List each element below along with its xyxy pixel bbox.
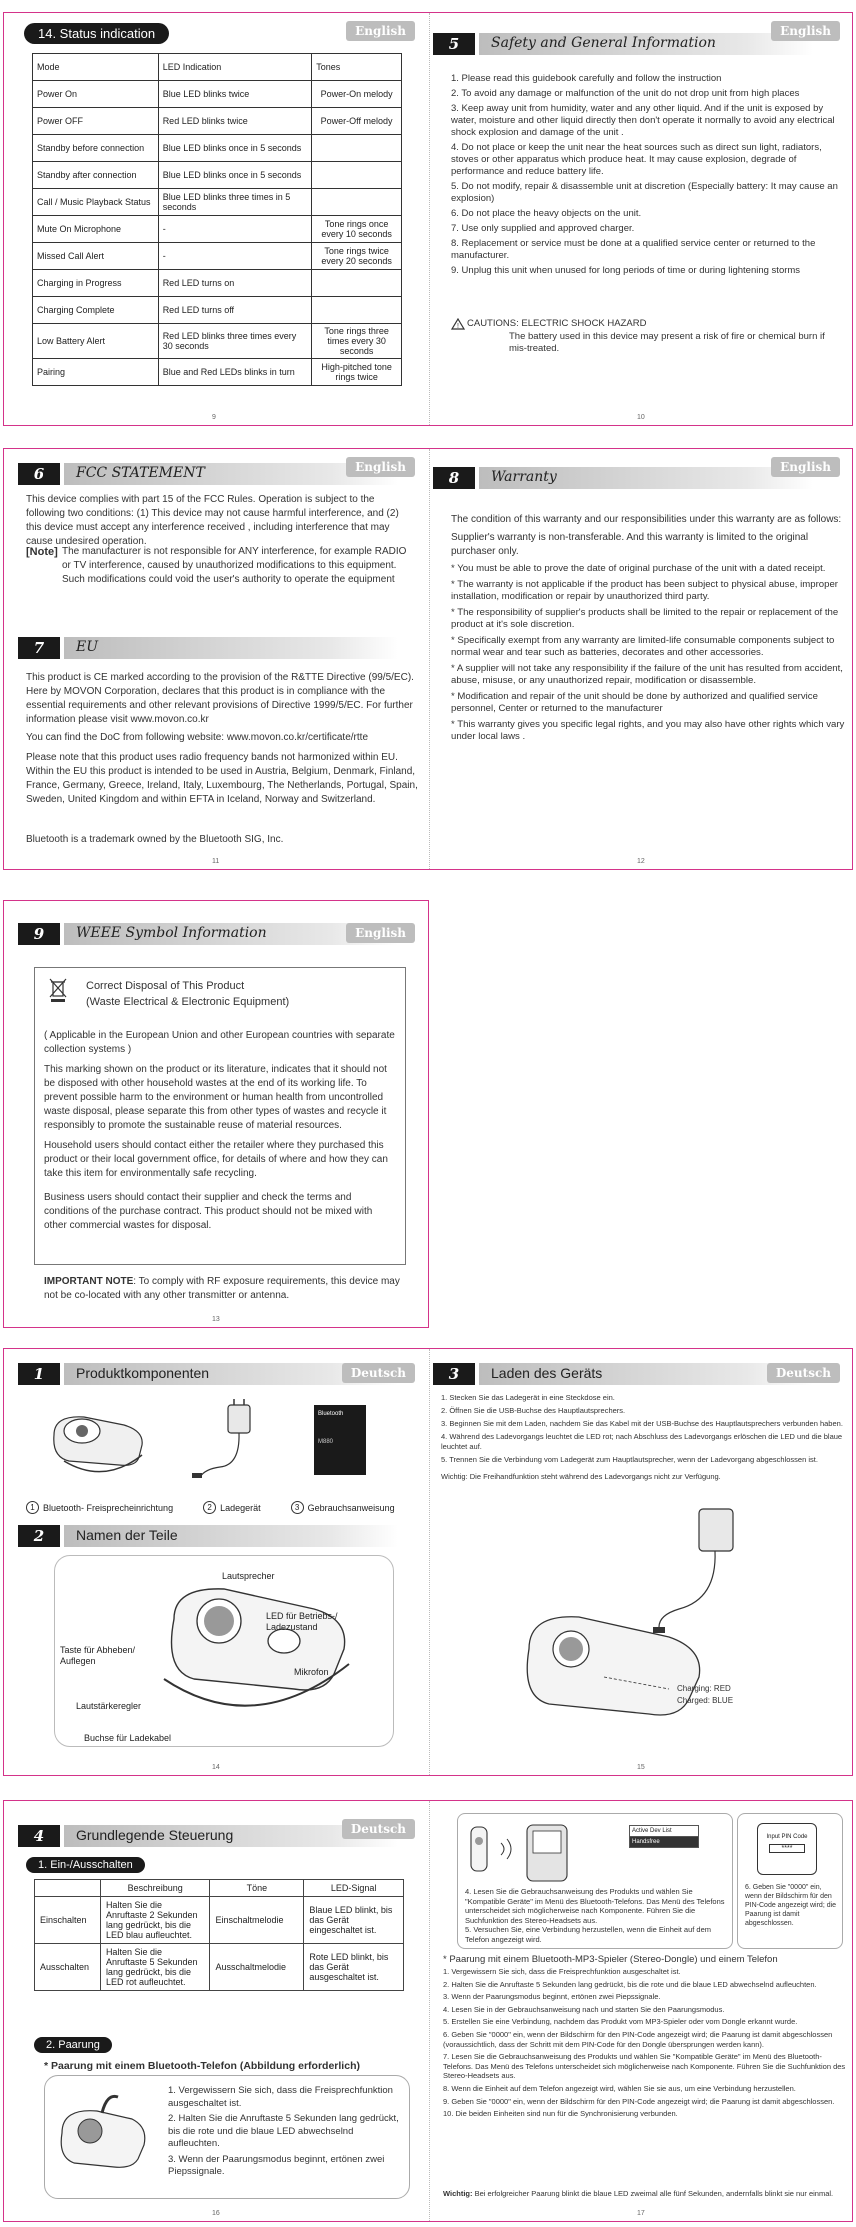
- spread-status-safety: [3, 12, 853, 426]
- page-13: [4, 901, 429, 1327]
- list-item: * You must be able to prove the date of original purchase of the unit with a dated receipt.: [451, 563, 826, 574]
- list-item: 8. Wenn die Einheit auf dem Telefon angezeigt wird, wählen Sie sie aus, um eine Verbindung herzustellen.: [443, 2083, 796, 2093]
- table-cell: Ausschaltmelodie: [210, 1944, 304, 1991]
- page-15: [429, 1349, 854, 1775]
- table-header-cell: LED Indication: [158, 54, 312, 81]
- spread-weee: [3, 900, 429, 1328]
- table-cell: Mute On Microphone: [33, 216, 159, 243]
- crossed-bin-icon: [48, 977, 68, 1003]
- spread-produkt-laden: [3, 1348, 853, 1776]
- control-table: [34, 1879, 404, 1991]
- mp3-title: * Paarung mit einem Bluetooth-MP3-Spieler (Stereo-Dongle) und einem Telefon: [443, 1954, 778, 1965]
- section-eu: [18, 637, 398, 659]
- page-10: [429, 13, 854, 425]
- weee-p3: Household users should contact either the retailer where they purchased this product or their local government office, for details of where and how they can take this item for environmentally safe recycling.: [44, 1140, 388, 1179]
- page-number: 12: [637, 858, 645, 865]
- list-item: 10. Die beiden Einheiten sind nun für die Synchronisierung verbunden.: [443, 2109, 678, 2119]
- weee-note: [44, 1275, 404, 1303]
- section-number: 3: [433, 1363, 475, 1385]
- status-pill: 14. Status indication: [24, 23, 169, 44]
- wichtig-label: Wichtig:: [443, 2189, 473, 2198]
- table-cell: Blue LED blinks once in 5 seconds: [158, 162, 312, 189]
- pill-ein-aus: 1. Ein-/Ausschalten: [26, 1857, 145, 1873]
- table-cell: Charging Complete: [33, 297, 159, 324]
- table-cell: Red LED blinks three times every 30 seconds: [158, 324, 312, 359]
- table-cell: -: [158, 243, 312, 270]
- table-header-cell: LED-Signal: [304, 1880, 404, 1897]
- wichtig-text: Bei erfolgreicher Paarung blinkt die blaue LED zweimal alle fünf Sekunden, andernfalls blinkt sie nur einmal.: [472, 2189, 834, 2198]
- table-cell: Standby after connection: [33, 162, 159, 189]
- table-cell: Ausschalten: [35, 1944, 101, 1991]
- spread-steuerung-paarung: [3, 1800, 853, 2222]
- table-cell: [312, 270, 402, 297]
- list-item: 7. Use only supplied and approved charger.: [451, 223, 635, 234]
- list-item: 4. Während des Ladevorgangs leuchtet die LED rot; nach Abschluss des Ladevorgangs erlöschen die LED und die blaue leuchtet auf.: [441, 1432, 843, 1451]
- list-item: 9. Geben Sie "0000" ein, wenn der Bildschirm für den PIN-Code angezeigt wird; die Paarung ist damit abgeschlossen.: [443, 2096, 835, 2106]
- section-number: 5: [433, 33, 475, 55]
- pair-title: * Paarung mit einem Bluetooth-Telefon (Abbildung erforderlich): [44, 2060, 360, 2072]
- table-cell: Einschalten: [35, 1897, 101, 1944]
- page-number: 9: [212, 414, 216, 421]
- lang-badge: English: [771, 457, 840, 477]
- page-16: [4, 1801, 429, 2221]
- page-number: 16: [212, 2210, 220, 2217]
- pair-step-4-5: 4. Lesen Sie die Gebrauchsanweisung des Produkts und wählen Sie "Kompatible Geräte" im Menü des Bluetooth-Telefons. Das Menü des Telefons unterscheidet sich möglicherweise nach Komponente. Führen Sie die Suchfunktion des Stereo-Headsets aus. 5. Versuchen Sie, eine Verbindung herzustellen, wenn die Einheit auf dem Telefon angezeigt wird.: [465, 1887, 725, 1944]
- part-label: Mikrofon: [294, 1667, 329, 1677]
- headset-illustration: [44, 1395, 154, 1485]
- section-title: Warranty: [491, 469, 557, 485]
- list-item: 4. Lesen Sie in der Gebrauchsanweisung nach und starten Sie den Paarungsmodus.: [443, 2004, 725, 2014]
- weee-p4: Business users should contact their supplier and check the terms and conditions of the purchase contract. This product should not be mixed with other commercial wastes for disposal.: [44, 1192, 373, 1231]
- list-item: 3. Beginnen Sie mit dem Laden, nachdem Sie das Kabel mit der USB-Buchse des Hauptlautsprechers verbunden haben.: [441, 1419, 843, 1428]
- weee-box-title1: Correct Disposal of This Product: [86, 980, 245, 992]
- section-number: 8: [433, 467, 475, 489]
- table-cell: -: [158, 216, 312, 243]
- warning-triangle-icon: [451, 318, 465, 330]
- item-number-circle: 3: [291, 1501, 304, 1514]
- table-row: [33, 135, 402, 162]
- table-cell: Tone rings twice every 20 seconds: [312, 243, 402, 270]
- manual-brand: Bluetooth: [318, 1411, 344, 1417]
- section-title: FCC STATEMENT: [76, 465, 205, 481]
- warranty-p2: Supplier's warranty is non-transferable. And this warranty is limited to the original purchaser only.: [451, 532, 809, 557]
- section-title: Namen der Teile: [76, 1527, 178, 1543]
- fcc-body: This device complies with part 15 of the FCC Rules. Operation is subject to the following two conditions: (1) This device may not cause harmful interference, and (2) this device must accept any interference received , including interference that may cause undesired operation.: [26, 494, 399, 547]
- table-row: [33, 324, 402, 359]
- table-header-cell: Töne: [210, 1880, 304, 1897]
- list-item: 2. Halten Sie die Anruftaste 5 Sekunden lang gedrückt, bis die rote und die blaue LED abwechselnd aufleuchten.: [443, 1979, 817, 1989]
- page-number: 15: [637, 1764, 645, 1771]
- weee-p2: This marking shown on the product or its literature, indicates that it should not be disposed with other household wastes at the end of its working life. To prevent possible harm to the environment or human health from uncontrolled waste disposal, please separate this from other types of wastes and recycle it responsibly to promote the sustainable reuse of material resources.: [44, 1064, 387, 1131]
- list-item: 7. Lesen Sie die Gebrauchsanweisung des Produkts und wählen Sie "Kompatible Geräte" im Menü des Bluetooth-Telefons. Das Menü des Telefons unterscheidet sich möglicherweise nach Komponente. Führen Sie die Suchfunktion des Stereo-Headsets aus.: [443, 2052, 846, 2081]
- warranty-p1: The condition of this warranty and our responsibilities under this warranty are as follows:: [451, 514, 842, 525]
- table-cell: [312, 162, 402, 189]
- produkt-item-label: Gebrauchsanweisung: [307, 1502, 395, 1513]
- lang-badge: English: [771, 21, 840, 41]
- pin-title: Input PIN Code: [766, 1834, 808, 1840]
- list-item: * This warranty gives you specific legal rights, and you may also have other rights which vary under local laws .: [451, 718, 845, 742]
- pair-step-6: 6. Geben Sie "0000" ein, wenn der Bildschirm für den PIN-Code angezeigt wird; die Paarung ist damit abgeschlossen.: [745, 1884, 837, 1927]
- weee-note-label: IMPORTANT NOTE: [44, 1276, 134, 1287]
- charger-illustration: [190, 1395, 270, 1485]
- produkt-items: [26, 1501, 426, 1514]
- table-cell: [312, 189, 402, 216]
- status-table: [32, 53, 402, 386]
- table-header-row: [35, 1880, 404, 1897]
- table-cell: Power-On melody: [312, 81, 402, 108]
- produkt-item: [203, 1501, 261, 1514]
- list-item: 5. Do not modify, repair & disassemble unit at discretion (Especially battery: It may cause an explosion): [451, 181, 838, 204]
- list-item: 8. Replacement or service must be done at a qualified service center or returned to the manufacturer.: [451, 238, 816, 261]
- section-number: 6: [18, 463, 60, 485]
- lang-badge: Deutsch: [767, 1363, 840, 1383]
- section-title: EU: [76, 639, 99, 655]
- table-row: [35, 1944, 404, 1991]
- section-number: 4: [18, 1825, 60, 1847]
- eu-p2: You can find the DoC from following website: www.movon.co.kr/certificate/rtte: [26, 732, 369, 743]
- charging-red: Charging: RED: [677, 1684, 731, 1693]
- section-number: 9: [18, 923, 60, 945]
- eu-p4: Bluetooth is a trademark owned by the Bluetooth SIG, Inc.: [26, 834, 284, 845]
- table-cell: Blue LED blinks once in 5 seconds: [158, 135, 312, 162]
- manual-illustration: [314, 1405, 366, 1475]
- list-item: * The warranty is not applicable if the product has been subject to physical abuse, improper installation, modification or repair by unauthorized third party.: [451, 578, 838, 602]
- table-cell: Blue LED blinks twice: [158, 81, 312, 108]
- table-cell: [312, 135, 402, 162]
- page-12: [429, 449, 854, 869]
- lang-badge: English: [346, 923, 415, 943]
- table-row: [33, 162, 402, 189]
- table-row: [33, 243, 402, 270]
- produkt-item: [291, 1501, 395, 1514]
- section-title: Grundlegende Steuerung: [76, 1827, 234, 1843]
- table-cell: Einschaltmelodie: [210, 1897, 304, 1944]
- weee-p1: ( Applicable in the European Union and other European countries with separate collection systems ): [44, 1030, 395, 1055]
- part-label: LED für Betriebs-/ Ladezustand: [266, 1611, 338, 1632]
- list-item: 9. Unplug this unit when unused for long periods of time or during lightening storms: [451, 265, 801, 276]
- list-item: 4. Do not place or keep the unit near the heat sources such as direct sun light, radiators, stoves or other apparatus which produce heat. It may cause explosion, degrade of performance and reduce battery life.: [451, 142, 822, 177]
- table-row: [33, 297, 402, 324]
- page-number: 13: [212, 1316, 220, 1323]
- table-cell: Tone rings three times every 30 seconds: [312, 324, 402, 359]
- caution-title: CAUTIONS: ELECTRIC SHOCK HAZARD: [467, 318, 647, 329]
- part-label: Buchse für Ladekabel: [84, 1733, 172, 1743]
- manual-model: M880: [318, 1439, 334, 1445]
- table-header-cell: Mode: [33, 54, 159, 81]
- table-row: [35, 1897, 404, 1944]
- table-cell: High-pitched tone rings twice: [312, 359, 402, 386]
- table-cell: Red LED blinks twice: [158, 108, 312, 135]
- eu-p1: This product is CE marked according to the provision of the R&TTE Directive (99/5/EC). Here by MOVON Corporation, declares that this product is in compliance with the essential requirements and other relevant provisions of Directive 1999/5/EC. For further information please visit www.movon.co.kr: [26, 672, 414, 725]
- list-item: * Modification and repair of the unit should be done by authorized and qualified service personnel, Center or returned to the manufacturer: [451, 690, 818, 714]
- table-cell: Halten Sie die Anruftaste 5 Sekunden lang gedrückt, bis die LED rot aufleuchtet.: [100, 1944, 210, 1991]
- warranty-list: [451, 563, 847, 747]
- wichtig-note: [443, 2189, 847, 2199]
- spread-fcc-warranty: [3, 448, 853, 870]
- item-number-circle: 2: [203, 1501, 216, 1514]
- mp3-list: [443, 1967, 847, 2122]
- section-number: 1: [18, 1363, 60, 1385]
- section-laden: [433, 1363, 813, 1385]
- section-warranty: [433, 467, 813, 489]
- table-cell: Tone rings once every 10 seconds: [312, 216, 402, 243]
- page-number: 10: [637, 414, 645, 421]
- list-item: 2. Halten Sie die Anruftaste 5 Sekunden lang gedrückt, bis die rote und die blaue LED abwechselnd aufleuchten.: [168, 2113, 399, 2149]
- table-cell: Missed Call Alert: [33, 243, 159, 270]
- section-title: Laden des Geräts: [491, 1365, 603, 1381]
- table-cell: Power On: [33, 81, 159, 108]
- list-item: 3. Wenn der Paarungsmodus beginnt, ertönen zwei Piepssignale.: [168, 2153, 385, 2177]
- headset-pair-illustration: [52, 2083, 152, 2183]
- headset-phone-illustration: [465, 1819, 615, 1889]
- phone-menu-item-1: Active Dev List: [630, 1826, 698, 1837]
- table-cell: Power-Off melody: [312, 108, 402, 135]
- table-cell: Red LED turns off: [158, 297, 312, 324]
- table-row: [33, 359, 402, 386]
- page-number: 11: [212, 858, 220, 865]
- table-cell: Red LED turns on: [158, 270, 312, 297]
- list-item: 3. Keep away unit from humidity, water and any other liquid. And if the unit is exposed by water, moisture and other liquid directly then don't operate it normally to avoid any electrical shock explosion and damage of the unit .: [451, 103, 835, 138]
- section-teile: [18, 1525, 398, 1547]
- fcc-note: The manufacturer is not responsible for ANY interference, for example RADIO or TV interference, caused by unauthorized modifications to this equipment. Such modifications could void the user's authority to operate the equipment: [62, 546, 407, 585]
- list-item: 1. Please read this guidebook carefully and follow the instruction: [451, 73, 722, 84]
- laden-note: Wichtig: Die Freihandfunktion steht während des Ladevorgangs nicht zur Verfügung.: [441, 1472, 721, 1481]
- page-number: 17: [637, 2210, 645, 2217]
- section-title: WEEE Symbol Information: [76, 925, 267, 941]
- table-cell: Blaue LED blinkt, bis das Gerät eingeschaltet ist.: [304, 1897, 404, 1944]
- safety-list: [451, 73, 843, 280]
- laden-list: [441, 1393, 847, 1468]
- list-item: 5. Erstellen Sie eine Verbindung, nachdem das Produkt vom MP3-Spieler oder vom Dongle erkannt wurde.: [443, 2017, 798, 2027]
- table-header-row: [33, 54, 402, 81]
- caution-text: The battery used in this device may present a risk of fire or chemical burn if mis-treated.: [509, 331, 825, 354]
- list-item: * A supplier will not take any responsibility if the failure of the unit has resulted from accident, abuse, misuse, or any unauthorized repair, modification or disassemble.: [451, 662, 843, 686]
- lang-badge: English: [346, 457, 415, 477]
- list-item: 1. Vergewissern Sie sich, dass die Freisprechfunktion ausgeschaltet ist.: [443, 1967, 681, 1976]
- table-row: [33, 108, 402, 135]
- phone-menu-item-2: Handsfree: [630, 1837, 698, 1847]
- table-cell: Blue and Red LEDs blinks in turn: [158, 359, 312, 386]
- table-cell: Power OFF: [33, 108, 159, 135]
- section-title: Produktkomponenten: [76, 1365, 210, 1381]
- page-14: [4, 1349, 429, 1775]
- list-item: * The responsibility of supplier's products shall be limited to the repair or replacement of the product at it's sole discretion.: [451, 606, 839, 630]
- lang-badge: English: [346, 21, 415, 41]
- list-item: 5. Trennen Sie die Verbindung vom Ladegerät zum Hauptlautsprecher, wenn der Ladevorgang abgeschlossen ist.: [441, 1455, 818, 1464]
- page-17: [429, 1801, 854, 2221]
- table-row: [33, 81, 402, 108]
- list-item: 1. Vergewissern Sie sich, dass die Freisprechfunktion ausgeschaltet ist.: [168, 2085, 393, 2109]
- lang-badge: Deutsch: [342, 1819, 415, 1839]
- table-row: [33, 270, 402, 297]
- part-label: Taste für Abheben/ Auflegen: [60, 1645, 136, 1666]
- table-cell: Call / Music Playback Status: [33, 189, 159, 216]
- part-label: Lautsprecher: [222, 1571, 275, 1581]
- weee-box-title2: (Waste Electrical & Electronic Equipment): [86, 996, 290, 1008]
- list-item: 6. Geben Sie "0000" ein, wenn der Bildschirm für den PIN-Code angezeigt wird; die Paarung ist damit abgeschlossen (voraussichtlich, dass der Schritt mit dem PIN-Code für den Dongle übersprungen werden kann).: [443, 2029, 833, 2049]
- item-number-circle: 1: [26, 1501, 39, 1514]
- section-fcc: [18, 463, 398, 485]
- table-header-cell: [35, 1880, 101, 1897]
- table-row: [33, 189, 402, 216]
- section-title: Safety and General Information: [491, 35, 716, 51]
- table-cell: Blue LED blinks three times in 5 seconds: [158, 189, 312, 216]
- pill-paarung: 2. Paarung: [34, 2037, 112, 2053]
- pair-list: [168, 2085, 404, 2182]
- list-item: 1. Stecken Sie das Ladegerät in eine Steckdose ein.: [441, 1393, 615, 1402]
- section-weee: [18, 923, 398, 945]
- fcc-note-label: [Note]: [26, 546, 58, 558]
- table-cell: Pairing: [33, 359, 159, 386]
- table-cell: Standby before connection: [33, 135, 159, 162]
- table-cell: Charging in Progress: [33, 270, 159, 297]
- charged-blue: Charged: BLUE: [677, 1696, 734, 1705]
- eu-p3: Please note that this product uses radio frequency bands not harmonized within EU. Within the EU this product is intended to be used in Austria, Belgium, Denmark, Finland, France, Germany, Greece, Ireland, Italy, Luxembourg, The Netherlands, Portugal, Spain, Sweden, United Kingdom and within EFTA in Iceland, Norway and Switzerland.: [26, 752, 418, 805]
- table-header-cell: Tones: [312, 54, 402, 81]
- pin-screen: [757, 1823, 817, 1875]
- produkt-item-label: Bluetooth- Freisprecheinrichtung: [43, 1502, 174, 1513]
- list-item: 2. Öffnen Sie die USB-Buchse des Hauptlautsprechers.: [441, 1406, 626, 1415]
- pin-value: ****: [769, 1844, 805, 1853]
- list-item: 3. Wenn der Paarungsmodus beginnt, ertönen zwei Piepssignale.: [443, 1992, 661, 2002]
- table-cell: Halten Sie die Anruftaste 2 Sekunden lang gedrückt, bis die LED blau aufleuchtet.: [100, 1897, 210, 1944]
- section-number: 7: [18, 637, 60, 659]
- lang-badge: Deutsch: [342, 1363, 415, 1383]
- produkt-item: [26, 1501, 173, 1514]
- svg-text:!: !: [457, 323, 459, 330]
- table-row: [33, 216, 402, 243]
- table-header-cell: Beschreibung: [100, 1880, 210, 1897]
- table-cell: Rote LED blinkt, bis das Gerät ausgeschaltet ist.: [304, 1944, 404, 1991]
- produkt-item-label: Ladegerät: [220, 1502, 261, 1513]
- page-9: [4, 13, 429, 425]
- phone-menu: [629, 1825, 699, 1848]
- page-11: [4, 449, 429, 869]
- table-cell: [312, 297, 402, 324]
- page-number: 14: [212, 1764, 220, 1771]
- section-number: 2: [18, 1525, 60, 1547]
- section-safety: [433, 33, 813, 55]
- list-item: * Specifically exempt from any warranty are limited-life consumable components subject to normal wear and tear such as batteries, decorates and other accessories.: [451, 634, 835, 658]
- list-item: 2. To avoid any damage or malfunction of the unit do not drop unit from high places: [451, 88, 800, 99]
- part-label: Lautstärkeregler: [76, 1701, 142, 1711]
- table-cell: Low Battery Alert: [33, 324, 159, 359]
- weee-note-text: : To comply with RF exposure requirements, this device may not be co-located with any other transmitter or antenna.: [44, 1276, 400, 1301]
- list-item: 6. Do not place the heavy objects on the unit.: [451, 208, 642, 219]
